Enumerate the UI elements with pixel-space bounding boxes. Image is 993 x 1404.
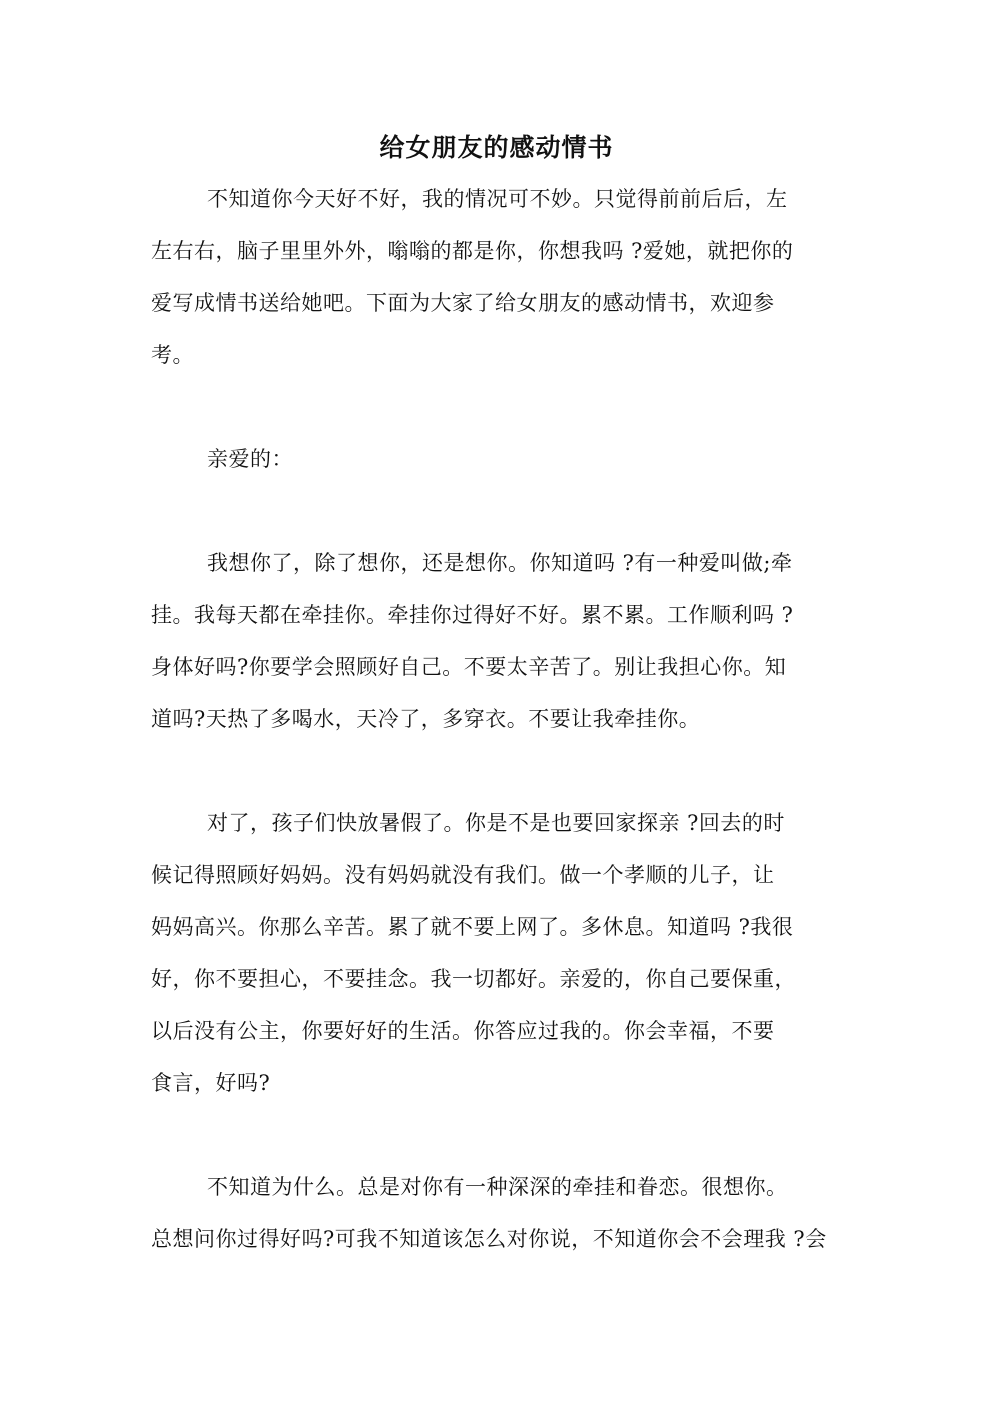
paragraph-line: 妈妈高兴。你那么辛苦。累了就不要上网了。多休息。知道吗 ?我很 <box>151 915 794 939</box>
paragraph-line: 以后没有公主，你要好好的生活。你答应过我的。你会幸福，不要 <box>151 1019 775 1043</box>
paragraph-line: 我想你了，除了想你，还是想你。你知道吗 ?有一种爱叫做;牵 <box>207 551 793 575</box>
paragraph-line: 好，你不要担心，不要挂念。我一切都好。亲爱的，你自己要保重， <box>151 967 796 991</box>
paragraph-line: 不知道你今天好不好，我的情况可不妙。只觉得前前后后，左 <box>207 187 788 211</box>
paragraph-line: 不知道为什么。总是对你有一种深深的牵挂和眷恋。很想你。 <box>207 1175 788 1199</box>
paragraph-line: 考。 <box>151 343 194 367</box>
paragraph-line: 候记得照顾好妈妈。没有妈妈就没有我们。做一个孝顺的儿子，让 <box>151 863 775 887</box>
paragraph-line: 道吗?天热了多喝水，天冷了，多穿衣。不要让我牵挂你。 <box>151 707 701 731</box>
paragraph-line: 左右右，脑子里里外外，嗡嗡的都是你，你想我吗 ?爱她，就把你的 <box>151 239 794 263</box>
document-title: 给女朋友的感动情书 <box>379 133 614 162</box>
paragraph-line: 身体好吗?你要学会照顾好自己。不要太辛苦了。别让我担心你。知 <box>151 655 787 679</box>
paragraph-line: 食言，好吗? <box>151 1071 271 1095</box>
paragraph-line: 挂。我每天都在牵挂你。牵挂你过得好不好。累不累。工作顺利吗 ? <box>151 603 794 627</box>
paragraph-line: 爱写成情书送给她吧。下面为大家了给女朋友的感动情书，欢迎参 <box>151 291 775 315</box>
paragraph-line: 对了，孩子们快放暑假了。你是不是也要回家探亲 ?回去的时 <box>207 811 785 835</box>
paragraph-line: 总想问你过得好吗?可我不知道该怎么对你说，不知道你会不会理我 ?会 <box>151 1227 827 1251</box>
salutation: 亲爱的： <box>207 447 293 471</box>
